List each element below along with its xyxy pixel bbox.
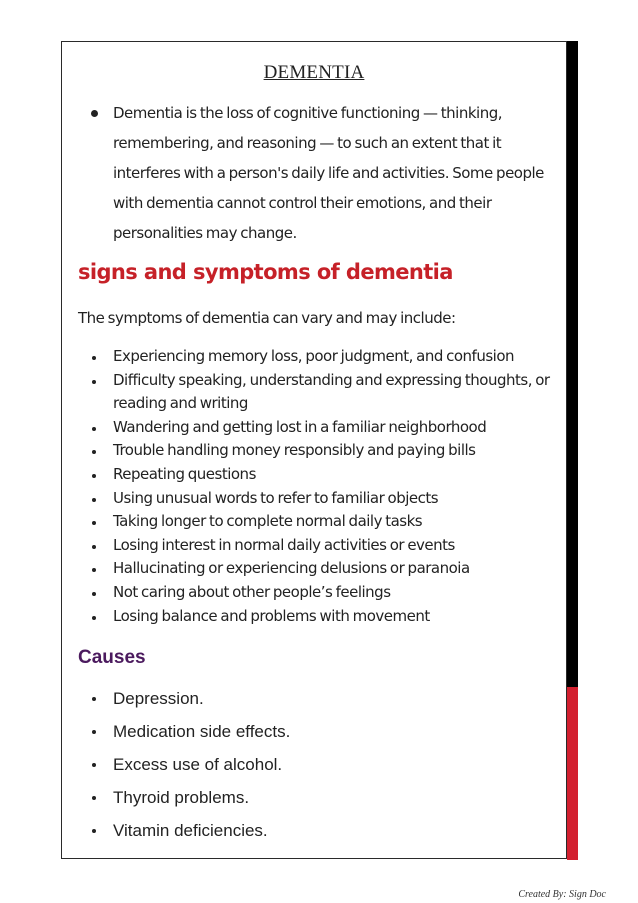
- list-item: Excess use of alcohol.: [91, 748, 551, 781]
- intro-text: Dementia is the loss of cognitive functioning — thinking, remembering, and reasoning — to such an extent that it interferes with a person's daily life and activities. Some people with dementia cannot control their emotions, and their personalities may change.: [113, 104, 544, 242]
- signs-heading: signs and symptoms of dementia: [78, 260, 453, 284]
- list-item: Trouble handling money responsibly and paying bills: [91, 439, 561, 463]
- list-item: Experiencing memory loss, poor judgment, and confusion: [91, 345, 561, 369]
- side-accent-bar-red: [567, 687, 578, 860]
- causes-heading: Causes: [78, 647, 146, 668]
- document-title: DEMENTIA: [263, 62, 365, 83]
- signs-lead-text: The symptoms of dementia can vary and may include:: [78, 309, 456, 327]
- list-item: Thyroid problems.: [91, 781, 551, 814]
- list-item: Not caring about other people’s feelings: [91, 581, 561, 605]
- list-item: Vitamin deficiencies.: [91, 814, 551, 847]
- list-item: Losing interest in normal daily activities or events: [91, 534, 561, 558]
- list-item: Using unusual words to refer to familiar objects: [91, 487, 561, 511]
- intro-bullet: [91, 98, 561, 248]
- list-item: Hallucinating or experiencing delusions or paranoia: [91, 557, 561, 581]
- creator-credit: Created By: Sign Doc: [518, 889, 606, 900]
- list-item: Medication side effects.: [91, 715, 551, 748]
- list-item: Taking longer to complete normal daily tasks: [91, 510, 561, 534]
- list-item: Losing balance and problems with movement: [91, 605, 561, 629]
- bullet-dot-icon: [91, 110, 98, 117]
- causes-list: [91, 682, 551, 847]
- list-item: Depression.: [91, 682, 551, 715]
- list-item: Wandering and getting lost in a familiar neighborhood: [91, 416, 561, 440]
- side-accent-bar-black: [567, 41, 578, 687]
- symptoms-list: [91, 345, 561, 628]
- list-item: Difficulty speaking, understanding and expressing thoughts, or reading and writing: [91, 369, 561, 416]
- list-item: Repeating questions: [91, 463, 561, 487]
